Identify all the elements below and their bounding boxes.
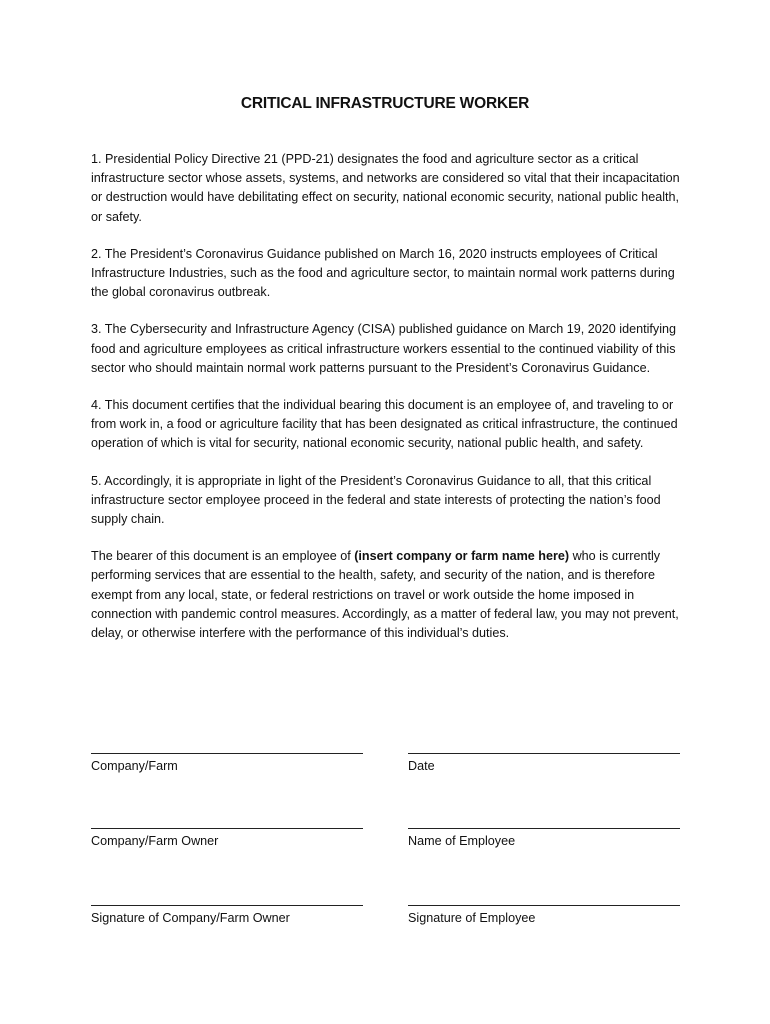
employee-name-field[interactable] xyxy=(408,828,680,848)
paragraph-5: 5. Accordingly, it is appropriate in light of the President’s Coronavirus Guidance to all, that this critical infrastructure sector employee proceed in the federal and state interests of protecting the nation’s food supply chain. xyxy=(91,473,661,527)
document-title: CRITICAL INFRASTRUCTURE WORKER xyxy=(240,95,530,112)
company-farm-owner-label: Company/Farm Owner xyxy=(91,834,219,848)
bearer-text-after: who is currently performing services that are essential to the health, safety, and security of the nation, and is therefore exempt from any local, state, or federal restrictions on travel or work outside the home imposed in connection with pandemic control measures. Accordingly, as a matter of federal law, you may not prevent, delay, or otherwise interfere with the performance of this individual’s duties. xyxy=(91,549,679,641)
company-farm-field[interactable] xyxy=(91,753,363,773)
employee-signature-label: Signature of Employee xyxy=(408,911,536,925)
bearer-text-before: The bearer of this document is an employee of xyxy=(91,549,355,564)
document-body xyxy=(91,150,691,661)
signature-line xyxy=(91,905,363,906)
employee-name-label: Name of Employee xyxy=(408,834,516,848)
owner-signature-label: Signature of Company/Farm Owner xyxy=(91,911,290,925)
company-farm-owner-field[interactable] xyxy=(91,828,363,848)
signature-line xyxy=(91,828,363,829)
signature-line xyxy=(408,753,680,754)
paragraph-4: 4. This document certifies that the individual bearing this document is an employee of, and traveling to or from work in, a food or agriculture facility that has been designated as critical infrastructure, the continued operation of which is vital for security, national economic security, national public health, and safety. xyxy=(91,398,678,451)
bearer-paragraph xyxy=(91,547,691,643)
signature-line xyxy=(408,905,680,906)
date-label: Date xyxy=(408,759,435,773)
company-placeholder: (insert company or farm name here) xyxy=(354,549,570,564)
company-farm-label: Company/Farm xyxy=(91,759,178,773)
signature-line xyxy=(91,753,363,754)
employee-signature-field[interactable] xyxy=(408,905,680,925)
owner-signature-field[interactable] xyxy=(91,905,363,925)
paragraph-1: 1. Presidential Policy Directive 21 (PPD-21) designates the food and agriculture sector as a critical infrastructure sector whose assets, systems, and networks are considered so vital that their incapacitation or destruction would have debilitating effect on security, national economic security, national public health, or safety. xyxy=(91,152,680,224)
signature-line xyxy=(408,828,680,829)
date-field[interactable] xyxy=(408,753,680,773)
paragraph-3: 3. The Cybersecurity and Infrastructure Agency (CISA) published guidance on March 19, 2020 identifying food and agriculture employees as critical infrastructure workers essential to the continued viability of this sector who should maintain normal work patterns pursuant to the President’s Coronavirus Guidance. xyxy=(91,322,677,375)
paragraph-2: 2. The President’s Coronavirus Guidance published on March 16, 2020 instructs employees of Critical Infrastructure Industries, such as the food and agriculture sector, to maintain normal work patterns during the global coronavirus outbreak. xyxy=(91,246,675,300)
